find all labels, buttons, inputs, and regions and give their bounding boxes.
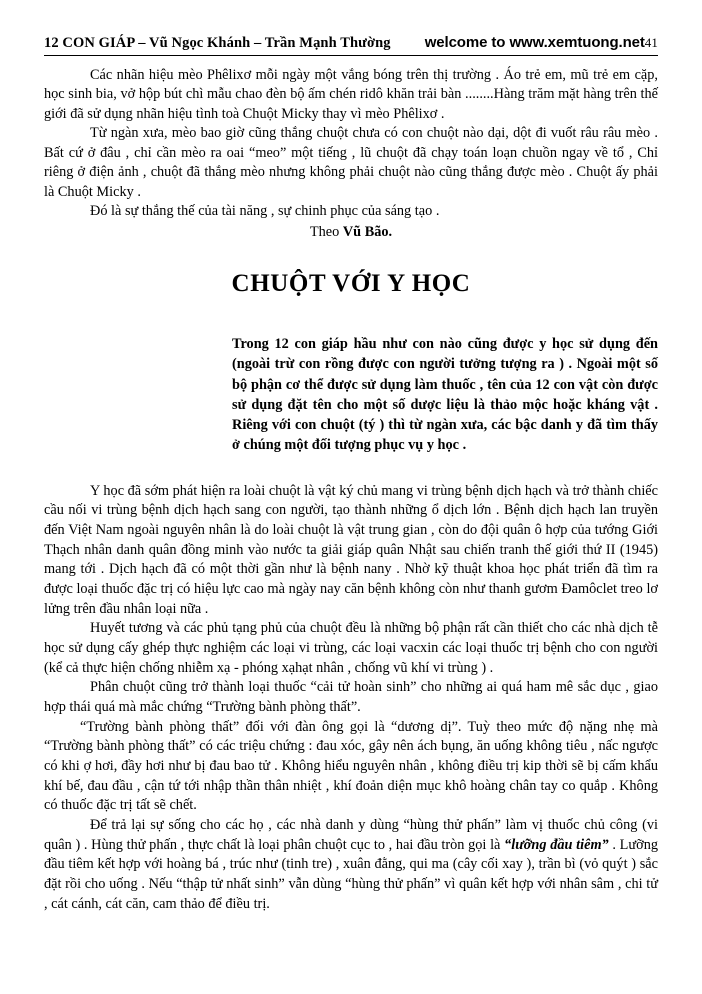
- paragraph-last: [44, 816, 658, 914]
- top-section: [44, 66, 658, 242]
- main-body: [44, 482, 658, 914]
- intro-paragraph: Trong 12 con giáp hầu như con nào cũng được y học sử dụng đến (ngoài trừ con rồng được con người tưởng tượng ra ) . Ngoài một số bộ phận cơ thể được sử dụng làm thuốc , tên của 12 con vật còn được sử dụng đặt tên cho một số dược liệu là thảo mộc hoặc kháng vật . Riêng với con chuột (tý ) thì từ ngàn xưa, các bậc danh y đã tìm thấy ở chúng một đối tượng phục vụ y học .: [232, 335, 658, 454]
- header-divider: [44, 55, 658, 56]
- page-number: 41: [644, 35, 658, 50]
- last-paragraph-seg1: Để trả lại sự sống cho các họ , các nhà danh y dùng “hùng thử phấn” làm vị thuốc chủ công (vi quân ) . Hùng thử phấn , thực chất là loại phân chuột cục to , hai đầu tròn gọi là: [44, 816, 658, 853]
- header-book-title: 12 CON GIÁP – Vũ Ngọc Khánh – Trần Mạnh Thường: [44, 35, 391, 51]
- paragraph: “Trường bành phòng thất” đối với đàn ông gọi là “dương dị”. Tuỳ theo mức độ nặng nhẹ mà “Trường bành phòng thất” có các triệu chứng : đau xóc, gây nên ách bụng, ăn uống không tiêu , nấc ngược có khi ợ hơi, đầy hơi như bị đau bao tử . Không hiểu nguyên nhân , không điều trị kip thời sẽ bị cấm khẩu khí bế, đau đầu , cận tứ tới nhập thần thân nhiệt , khí đoản diện mục khô hoàng chân tay co quắp . Không có thuốc đặc trị tất sẽ chết.: [44, 718, 658, 814]
- paragraph: Từ ngàn xưa, mèo bao giờ cũng thắng chuột chưa có con chuột nào dại, dột đi vuốt râu râu mèo . Bất cứ ở đâu , chỉ cần mèo ra oai “meo” một tiếng , lũ chuột đã chạy toán loạn chuồn ngay về tổ , Chỉ riêng ở điện ảnh , chuột đã thắng mèo nhưng không phải chuột nào cũng thắng được mèo . Chuột ấy phải là Chuột Micky .: [44, 125, 658, 200]
- header-right: [425, 34, 658, 51]
- paragraph: Đó là sự thắng thế của tài năng , sự chinh phục của sáng tạo .: [90, 203, 440, 220]
- section-title: CHUỘT VỚI Y HỌC: [231, 269, 471, 297]
- paragraph: Huyết tương và các phủ tạng phủ của chuột đều là những bộ phận rất cần thiết cho các nhà dịch tễ học sử dụng cấy ghép thực nghiệm các loại vi trùng, các loại vacxin các loại thuốc trị bệnh cho con người (kể cả thực hiện chống nhiễm xạ - phóng xạhạt nhân , chống vũ khí vi trùng ) .: [44, 620, 658, 676]
- page-header: [44, 34, 658, 52]
- paragraph: Phân chuột cũng trở thành loại thuốc “cải tử hoàn sinh” cho những ai quá ham mê sắc dục , giao hợp thái quá mà mắc chứng “Trường bành phòng thất”.: [44, 679, 658, 715]
- attribution-author: Vũ Bão.: [342, 223, 393, 240]
- header-website-link[interactable]: welcome to www.xemtuong.net: [424, 34, 645, 51]
- attribution-prefix: Theo: [309, 223, 343, 240]
- paragraph: Y học đã sớm phát hiện ra loài chuột là vật ký chủ mang vi trùng bệnh dịch hạch và trở thành chiếc cầu nối vi trùng bệnh dịch hạch sang con người, tạo thành những ổ dịch lớn . Bệnh dịch hạch lan truyền đến Việt Nam ngoài nguyên nhân là do loài chuột là vật trung gian , còn do đội quân ô hợp của tướng Giới Thạch nhân danh quân đồng minh vào nước ta giải giáp quân Nhật sau chiến tranh thế giới thứ II (1945) mang tới . Dịch hạch đã có một thời gần như là bệnh nany . Nhờ kỹ thuật khoa học phát triển đã tìm ra được loại thuốc đặc trị có hiệu lực cao mà ngày nay căn bệnh không còn như thanh gươm Đamôclet treo lơ lửng trên đầu nhân loại nữa .: [44, 482, 658, 617]
- last-paragraph-italic: “lưỡng đầu tiêm”: [504, 836, 609, 853]
- paragraph: Các nhãn hiệu mèo Phêlixơ mỗi ngày một vắng bóng trên thị trường . Áo trẻ em, mũ trẻ em cặp, học sinh bia, vở hộp bút chì mẫu chao đèn bộ ấm chén ridô khăn trải bàn ........Hàng trăm mặt hàng trên thế giới đã sử dụng nhãn hiệu tình toà Chuột Micky thay vì mèo Phêlixơ .: [44, 67, 658, 122]
- attribution: [44, 223, 658, 242]
- last-paragraph-seg2: . Lưỡng đầu tiêm kết hợp với hoàng bá , trúc như (tinh tre) , xuân đằng, qui ma (cây cối xay ), trần bì (vỏ quýt ) sắc đặt rồi cho uống . Nếu “thập tử nhất sinh” vẫn dùng “hùng thử phấn” vì quân kết hợp với nhân sâm , chi tử , cát cánh, cát căn, cam thảo để điều trị.: [44, 836, 658, 912]
